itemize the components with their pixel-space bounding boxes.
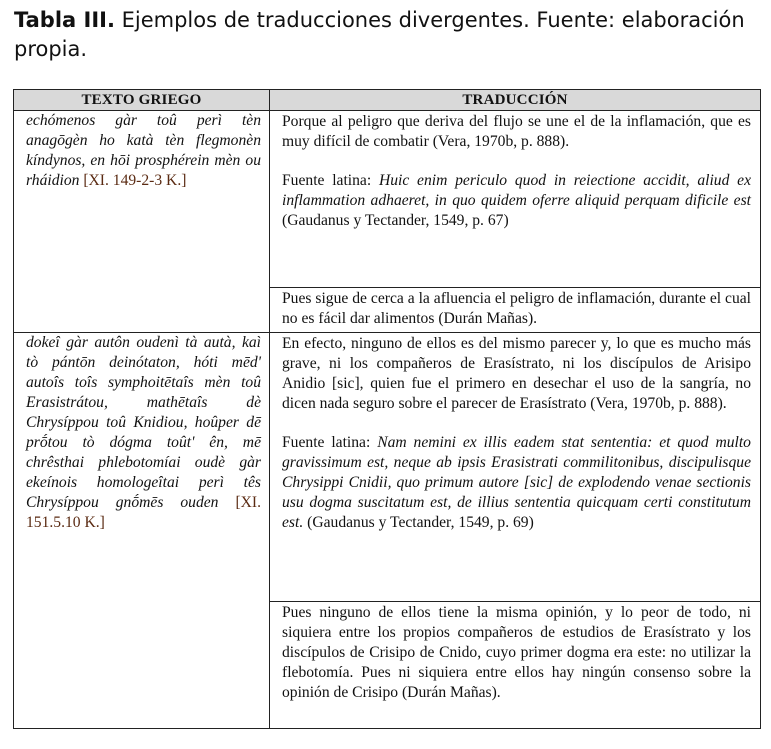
vera-translation: En efecto, ninguno de ellos es del mismo parecer y, lo que es mucho más grave, ni los compañeros de Erasístrato, ni los discípulos de Arisipo Anidio [sic], quien fue el primero en desechar el uso de la sangría, no dicen nada seguro sobre el parecer de Erasístrato (Vera, 1970b, p. 888). bbox=[282, 335, 751, 412]
translations-table bbox=[13, 89, 761, 729]
table-row bbox=[14, 111, 761, 288]
greek-cell bbox=[14, 111, 270, 333]
latin-source bbox=[282, 171, 751, 231]
header-translation: TRADUCCIÓN bbox=[270, 90, 761, 111]
caption-text: Ejemplos de traducciones divergentes. Fuente: elaboración propia. bbox=[14, 8, 745, 61]
caption-label: Tabla III. bbox=[14, 8, 115, 32]
table-row bbox=[14, 333, 761, 602]
translation-cell-vera bbox=[270, 111, 761, 288]
header-greek-text: TEXTO GRIEGO bbox=[14, 90, 270, 111]
latin-source-label: Fuente latina: bbox=[282, 172, 372, 189]
table-header-row bbox=[14, 90, 761, 111]
greek-reference: [XI. 149-2-3 K.] bbox=[83, 172, 187, 189]
greek-reference: [XI. 151.5.10 K.] bbox=[26, 494, 262, 531]
latin-source-text: Huic enim periculo quod in reiectione accidit, aliud ex inflammation adhaeret, in quo quidem oferre aliquid perquam dificile est bbox=[282, 172, 752, 209]
vera-translation: Porque al peligro que deriva del flujo se une el de la inflamación, que es muy difícil de combatir (Vera, 1970b, p. 888). bbox=[282, 113, 751, 150]
table-caption bbox=[14, 6, 759, 64]
greek-text: dokeî gàr autôn oudenì tà autà, kaì tò pántōn deinótaton, hóti mēd' autoîs toîs symphoitētaîs mèn toû Erasistrátou, mathētaîs dè Chrysíppou toû Knidiou, hoûper dē prṓtou tò dógma toût' ên, mē chrêsthai phlebotomíai oudè gàr ekeínois homologeîtai perì tês Chrysíppou gnṓmēs ouden bbox=[26, 334, 261, 511]
duran-translation: Pues ninguno de ellos tiene la misma opinión, y lo peor de todo, ni siquiera entre los propios compañeros de estudios de Erasístrato y los discípulos de Crisipo de Cnido, cuyo primer dogma era este: no utilizar la flebotomía. Pues ni siquiera entre ellos hay ningún consenso sobre la opinión de Crisipo (Durán Mañas). bbox=[282, 604, 751, 701]
translation-cell-duran bbox=[270, 602, 761, 729]
greek-cell bbox=[14, 333, 270, 729]
greek-text: echómenos gàr toû perì tèn anagōgèn ho katà tèn flegmonèn kíndynos, en hōi prosphérein mèn ou rháidion bbox=[26, 112, 261, 189]
latin-source bbox=[282, 433, 751, 533]
duran-translation: Pues sigue de cerca a la afluencia el peligro de inflamación, durante el cual no es fácil dar alimentos (Durán Mañas). bbox=[282, 290, 751, 327]
translation-cell-vera bbox=[270, 333, 761, 602]
latin-source-text: Nam nemini ex illis eadem stat sententia: et quod multo gravissimum est, neque ab ipsis Erasistrati commilitonibus, discipulisque Chrysippi Cnidii, quo primum autore [sic] de explodendo venae sectionis usu dogma suscitatum est, de illius sententia quicquam certi constitutum est. bbox=[282, 434, 751, 531]
latin-source-label: Fuente latina: bbox=[282, 434, 371, 451]
translation-cell-duran bbox=[270, 288, 761, 333]
latin-source-reference: (Gaudanus y Tectander, 1549, p. 67) bbox=[282, 212, 509, 229]
latin-source-reference: (Gaudanus y Tectander, 1549, p. 69) bbox=[307, 514, 534, 531]
